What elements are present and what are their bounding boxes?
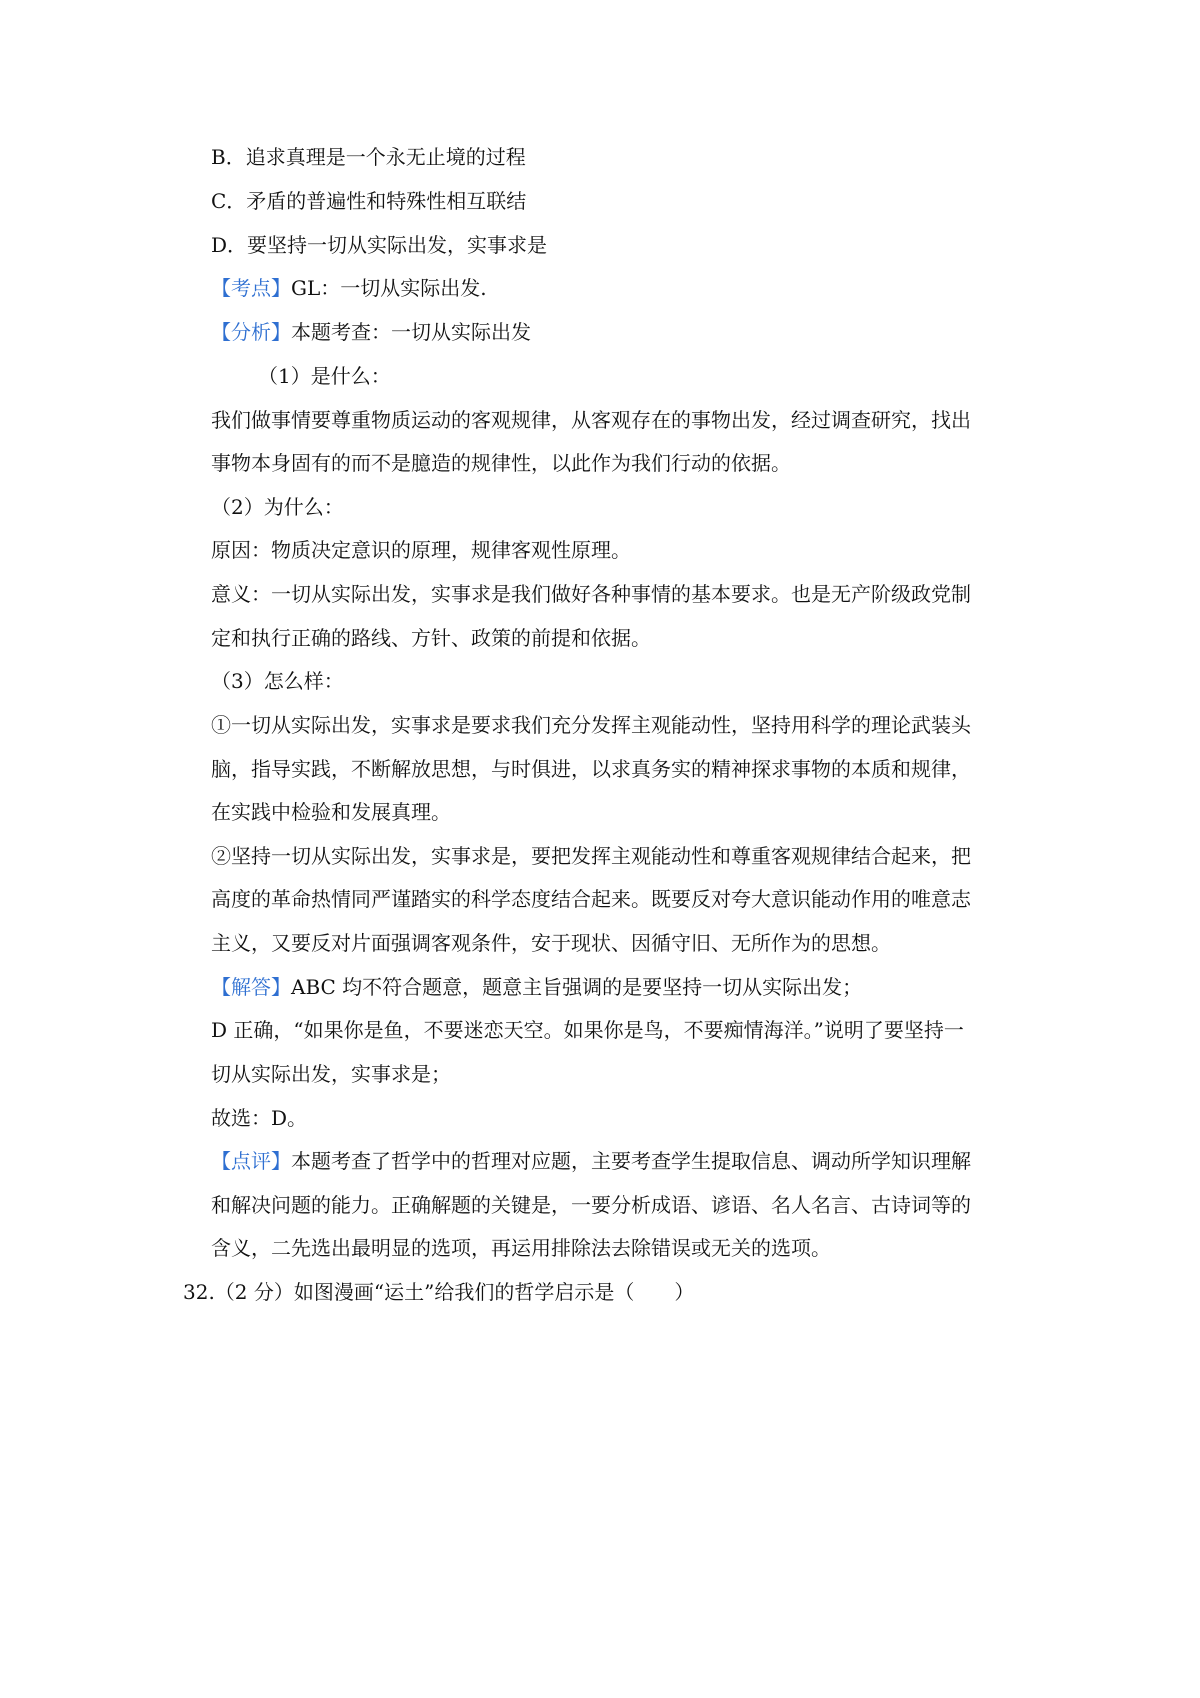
reason-line: 原因：物质决定意识的原理，规律客观性原理。 (211, 538, 631, 562)
how-heading: （3）怎么样： (211, 669, 344, 693)
meaning-line-2: 定和执行正确的路线、方针、政策的前提和依据。 (211, 626, 651, 650)
why-heading: （2）为什么： (211, 495, 344, 519)
question-32: 32.（2 分）如图漫画“运土”给我们的哲学启示是（ ） (183, 1280, 695, 1304)
fenxi-tag: 【分析】 (211, 320, 291, 344)
how1-line-3: 在实践中检验和发展真理。 (211, 800, 451, 824)
dianping-line (211, 1149, 971, 1173)
kaodian-line (211, 276, 487, 300)
jieda-line-3: 切从实际出发，实事求是； (211, 1062, 451, 1086)
dianping-line-2: 和解决问题的能力。正确解题的关键是，一要分析成语、谚语、名人名言、古诗词等的 (211, 1193, 971, 1217)
how2-line-3: 主义，又要反对片面强调客观条件，安于现状、因循守旧、无所作为的思想。 (211, 931, 891, 955)
dianping-tag: 【点评】 (211, 1149, 291, 1173)
dianping-line-3: 含义，二先选出最明显的选项，再运用排除法去除错误或无关的选项。 (211, 1236, 831, 1260)
jieda-text-1: ABC 均不符合题意，题意主旨强调的是要坚持一切从实际出发； (291, 975, 863, 999)
kaodian-tag: 【考点】 (211, 276, 291, 300)
how1-line-2: 脑，指导实践，不断解放思想，与时俱进，以求真务实的精神探求事物的本质和规律， (211, 757, 971, 781)
jieda-line-2: D 正确，“如果你是鱼，不要迷恋天空。如果你是鸟，不要痴情海洋。”说明了要坚持一 (211, 1018, 964, 1042)
meaning-line-1: 意义：一切从实际出发，实事求是我们做好各种事情的基本要求。也是无产阶级政党制 (211, 582, 971, 606)
option-d: D．要坚持一切从实际出发，实事求是 (211, 233, 548, 257)
kaodian-text: GL：一切从实际出发. (291, 276, 487, 300)
option-b: B．追求真理是一个永无止境的过程 (211, 145, 526, 169)
fenxi-text: 本题考查：一切从实际出发 (291, 320, 531, 344)
how2-line-1: ②坚持一切从实际出发，实事求是，要把发挥主观能动性和尊重客观规律结合起来，把 (211, 844, 971, 868)
what-heading: （1）是什么： (258, 364, 391, 388)
jieda-line (211, 975, 862, 999)
how1-line-1: ①一切从实际出发，实事求是要求我们充分发挥主观能动性，坚持用科学的理论武装头 (211, 713, 971, 737)
dianping-text-1: 本题考查了哲学中的哲理对应题，主要考查学生提取信息、调动所学知识理解 (291, 1149, 971, 1173)
fenxi-line (211, 320, 531, 344)
jieda-tag: 【解答】 (211, 975, 291, 999)
answer-line: 故选：D。 (211, 1106, 308, 1130)
option-c: C．矛盾的普遍性和特殊性相互联结 (211, 189, 527, 213)
what-line-1: 我们做事情要尊重物质运动的客观规律，从客观存在的事物出发，经过调查研究，找出 (211, 408, 971, 432)
how2-line-2: 高度的革命热情同严谨踏实的科学态度结合起来。既要反对夸大意识能动作用的唯意志 (211, 887, 971, 911)
what-line-2: 事物本身固有的而不是臆造的规律性，以此作为我们行动的依据。 (211, 451, 791, 475)
